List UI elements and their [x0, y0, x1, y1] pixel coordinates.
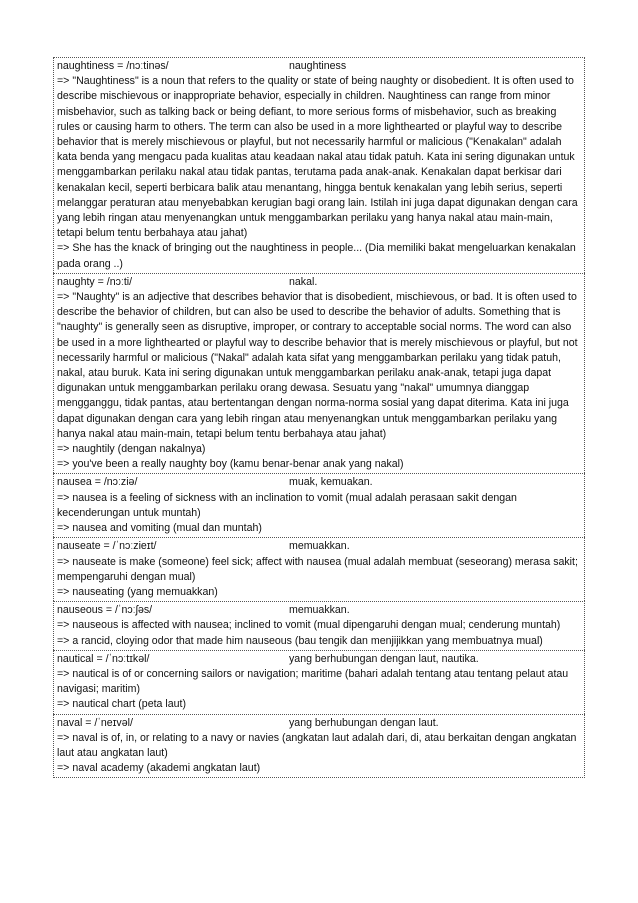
entry-term: nauseous = /ˈnɔːʃəs/ — [57, 604, 153, 617]
entry-term: nausea = /nɔːziə/ — [57, 476, 138, 489]
entry-term: nauseate = /ˈnɔːzieɪt/ — [57, 540, 157, 553]
entry-heading — [57, 475, 581, 490]
entry-nauseate — [53, 537, 585, 601]
dictionary-sheet — [53, 57, 585, 778]
entry-definition: => naval is of, in, or relating to a navy or navies (angkatan laut adalah dari, di, atau berkaitan dengan angkatan laut atau angkatan laut) — [57, 731, 577, 759]
entry-heading — [57, 603, 581, 618]
entry-term: naval = /ˈneɪvəl/ — [57, 716, 133, 729]
entry-example: => nauseating (yang memuakkan) — [57, 585, 218, 598]
entry-definition: => "Naughtiness" is a noun that refers to the quality or state of being naughty or disobedient. It is often used to describe mischievous or inappropriate behavior, especially in children. Naughtiness can range from minor misbehavior, such as talking back or being defiant, to more serious forms of misbehavior, such as breaking rules or causing harm to others. The term can also be used in a more lighthearted or playful way to describe behavior that is merely mischievous or playful, but not necessarily harmful or malicious ("Kenakalan" adalah kata benda yang mengacu pada kualitas atau keadaan nakal atau tidak patuh. Kata ini sering digunakan untuk menggambarkan perilaku nakal atau tidak pantas, terutama pada anak-anak. Kenakalan dapat berkisar dari kenakalan kecil, seperti berbicara balik atau menantang, hingga bentuk kenakalan yang lebih serius, seperti melanggar peraturan atau menyebabkan kerugian bagi orang lain. Istilah ini juga dapat digunakan dengan cara yang lebih ringan atau menyenangkan untuk menggambarkan perilaku yang hanya nakal atau main-main, tetapi belum tentu berbahaya atau jahat) — [57, 75, 578, 240]
entry-naughtiness — [53, 57, 585, 273]
entry-heading — [57, 59, 581, 74]
entry-example: => a rancid, cloying odor that made him nauseous (bau tengik dan menjijikkan yang membuatnya mual) — [57, 634, 543, 647]
entry-translation: yang berhubungan dengan laut, nautika. — [289, 652, 479, 665]
entry-heading — [57, 539, 581, 554]
entry-definition: => nautical is of or concerning sailors or navigation; maritime (bahari adalah tentang atau tentang pelaut atau navigasi; maritim) — [57, 667, 569, 696]
entry-definition: => nauseate is make (someone) feel sick; affect with nausea (mual adalah membuat (seseorang) merasa sakit; mempengaruhi dengan mual) — [57, 555, 578, 583]
entry-example: => nautical chart (peta laut) — [57, 698, 186, 711]
entry-example: => nausea and vomiting (mual dan muntah) — [57, 522, 262, 535]
entry-definition: => "Naughty" is an adjective that describes behavior that is disobedient, mischievous, or bad. It is often used to describe the behavior of children, but can also be used to describe the behavior of adults. Something that is "naughty" is generally seen as disruptive, improper, or contrary to acceptable social norms. The word can also be used in a more lighthearted or playful way to describe behavior that is merely mischievous or playful, but not necessarily harmful or malicious ("Nakal" adalah kata sifat yang menggambarkan perilaku yang tidak patuh, nakal, atau buruk. Kata ini sering digunakan untuk menggambarkan perilaku anak-anak, tetapi juga dapat digunakan untuk menggambarkan perilaku orang dewasa. Sesuatu yang "nakal" umumnya dianggap mengganggu, tidak pantas, atau bertentangan dengan norma-norma sosial yang dapat diterima. Kata ini juga dapat digunakan dengan cara yang lebih ringan atau menyenangkan untuk menggambarkan perilaku yang hanya nakal atau main-main, tetapi belum tentu berbahaya atau jahat) — [57, 291, 578, 440]
entry-heading — [57, 716, 581, 731]
entry-example: => you've been a really naughty boy (kamu benar-benar anak yang nakal) — [57, 458, 404, 471]
entry-translation: yang berhubungan dengan laut. — [289, 716, 439, 729]
entry-term: nautical = /ˈnɔːtɪkəl/ — [57, 652, 150, 665]
entry-example: => She has the knack of bringing out the naughtiness in people... (Dia memiliki bakat mengeluarkan kenakalan pada orang ..) — [57, 242, 576, 270]
entry-example: => naval academy (akademi angkatan laut) — [57, 762, 261, 775]
entry-translation: memuakkan. — [289, 604, 350, 617]
entry-definition: => nausea is a feeling of sickness with an inclination to vomit (mual adalah perasaan sakit dengan kecenderungan untuk muntah) — [57, 491, 517, 519]
entry-heading — [57, 275, 581, 290]
entry-nausea — [53, 473, 585, 537]
entry-heading — [57, 652, 581, 667]
entry-term: naughty = /nɔːti/ — [57, 275, 133, 288]
entry-translation: memuakkan. — [289, 540, 350, 553]
entry-naval — [53, 714, 585, 779]
entry-nautical — [53, 650, 585, 714]
entry-nauseous — [53, 601, 585, 650]
entry-naughty — [53, 273, 585, 474]
entry-translation: muak, kemuakan. — [289, 476, 373, 489]
entry-example: => naughtily (dengan nakalnya) — [57, 443, 206, 456]
entry-translation: nakal. — [289, 275, 318, 288]
entry-term: naughtiness = /nɔːtinəs/ — [57, 60, 169, 72]
entry-definition: => nauseous is affected with nausea; inclined to vomit (mual dipengaruhi dengan mual; cenderung muntah) — [57, 619, 561, 632]
entry-translation: naughtiness — [289, 60, 347, 72]
